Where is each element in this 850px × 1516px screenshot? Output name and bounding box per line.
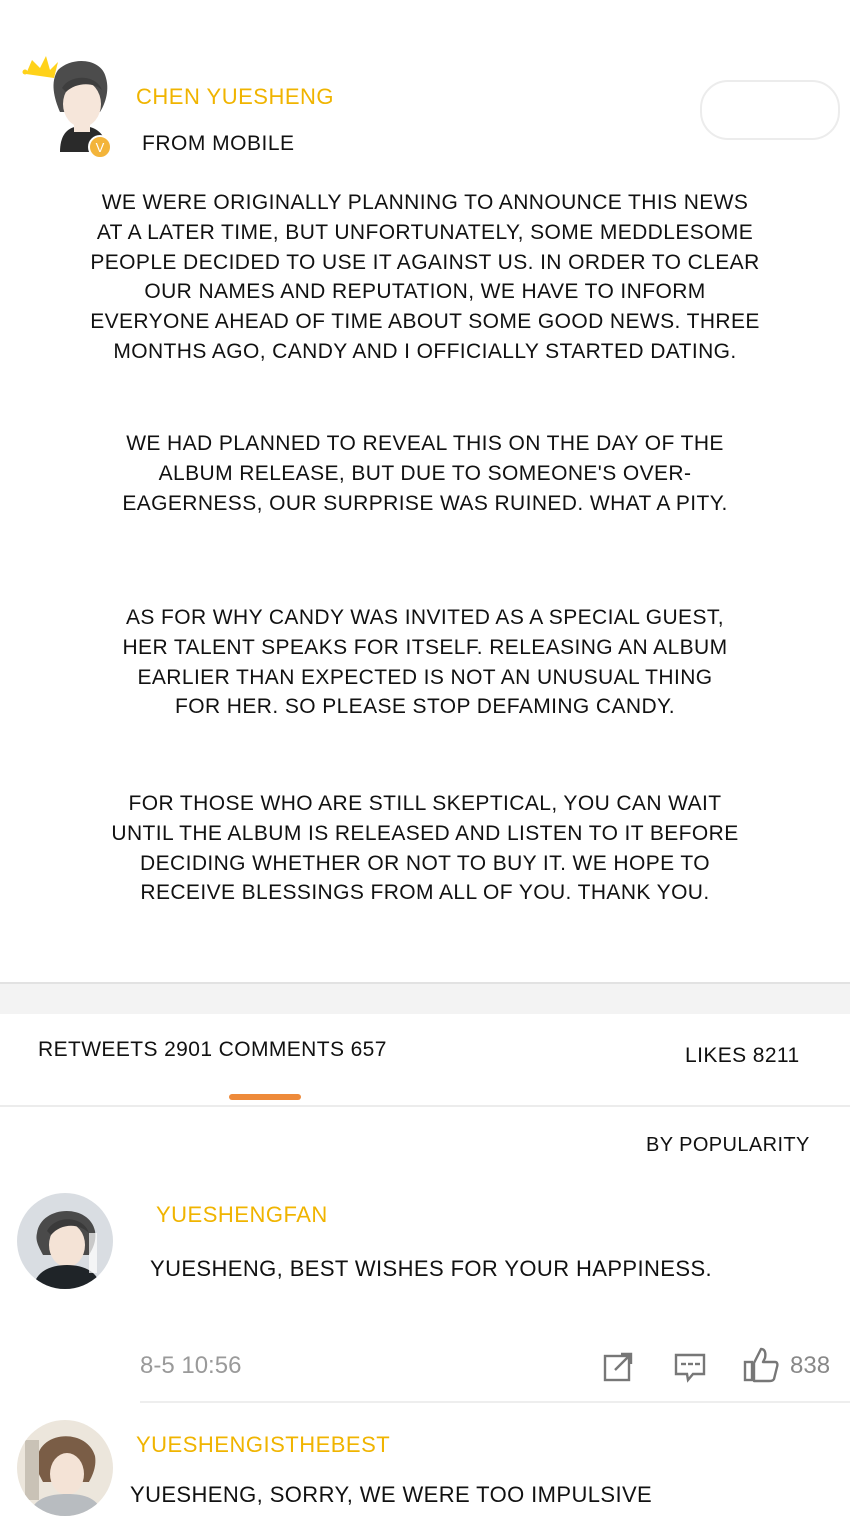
verified-badge-icon: [89, 136, 111, 158]
tab-retweets-comments[interactable]: RETWEETS 2901 COMMENTS 657: [38, 1038, 387, 1061]
post-paragraph: FOR THOSE WHO ARE STILL SKEPTICAL, YOU CAN WAIT UNTIL THE ALBUM IS RELEASED AND LISTEN TO IT BEFORE DECIDING WHETHER OR NOT TO BUY IT. WE HOPE TO RECEIVE BLESSINGS FROM ALL OF YOU. THANK YOU.: [111, 792, 739, 905]
reply-icon[interactable]: [673, 1350, 707, 1384]
like-count: 838: [790, 1352, 831, 1379]
section-divider: [0, 982, 850, 1014]
svg-text:V: V: [95, 140, 105, 155]
author-avatar[interactable]: [20, 52, 120, 162]
post-paragraph: WE WERE ORIGINALLY PLANNING TO ANNOUNCE THIS NEWS AT A LATER TIME, BUT UNFORTUNATELY, SOME MEDDLESOME PEOPLE DECIDED TO USE IT AGAINST US. IN ORDER TO CLEAR OUR NAMES AND REPUTATION, WE HAVE TO INFORM EVERYONE AHEAD OF TIME ABOUT SOME GOOD NEWS. THREE MONTHS AGO, CANDY AND I OFFICIALLY STARTED DATING.: [90, 191, 760, 363]
divider: [140, 1401, 850, 1403]
comment-text: YUESHENG, BEST WISHES FOR YOUR HAPPINESS.: [150, 1256, 713, 1281]
like-icon[interactable]: [743, 1346, 777, 1380]
post-source: FROM MOBILE: [142, 132, 295, 155]
commenter-avatar[interactable]: [17, 1420, 113, 1516]
active-tab-indicator: [229, 1094, 301, 1100]
repost-icon[interactable]: [601, 1350, 635, 1384]
crown-icon: [23, 56, 59, 78]
commenter-name[interactable]: YUESHENGFAN: [156, 1202, 328, 1227]
follow-button[interactable]: [700, 80, 840, 140]
commenter-avatar[interactable]: [17, 1193, 113, 1289]
sort-selector[interactable]: BY POPULARITY: [646, 1134, 810, 1156]
tab-likes[interactable]: LIKES 8211: [685, 1044, 800, 1067]
commenter-name[interactable]: YUESHENGISTHEBEST: [136, 1432, 391, 1457]
author-name[interactable]: CHEN YUESHENG: [136, 84, 335, 109]
divider: [0, 1105, 850, 1107]
comment-text: YUESHENG, SORRY, WE WERE TOO IMPULSIVE: [130, 1482, 653, 1507]
comment-timestamp: 8-5 10:56: [140, 1352, 242, 1379]
post-paragraph: WE HAD PLANNED TO REVEAL THIS ON THE DAY OF THE ALBUM RELEASE, BUT DUE TO SOMEONE'S OVER- EAGERNESS, OUR SURPRISE WAS RUINED. WHAT A PITY.: [122, 432, 728, 515]
post-paragraph: AS FOR WHY CANDY WAS INVITED AS A SPECIAL GUEST, HER TALENT SPEAKS FOR ITSELF. RELEASING AN ALBUM EARLIER THAN EXPECTED IS NOT AN UNUSUAL THING FOR HER. SO PLEASE STOP DEFAMING CANDY.: [122, 606, 728, 719]
